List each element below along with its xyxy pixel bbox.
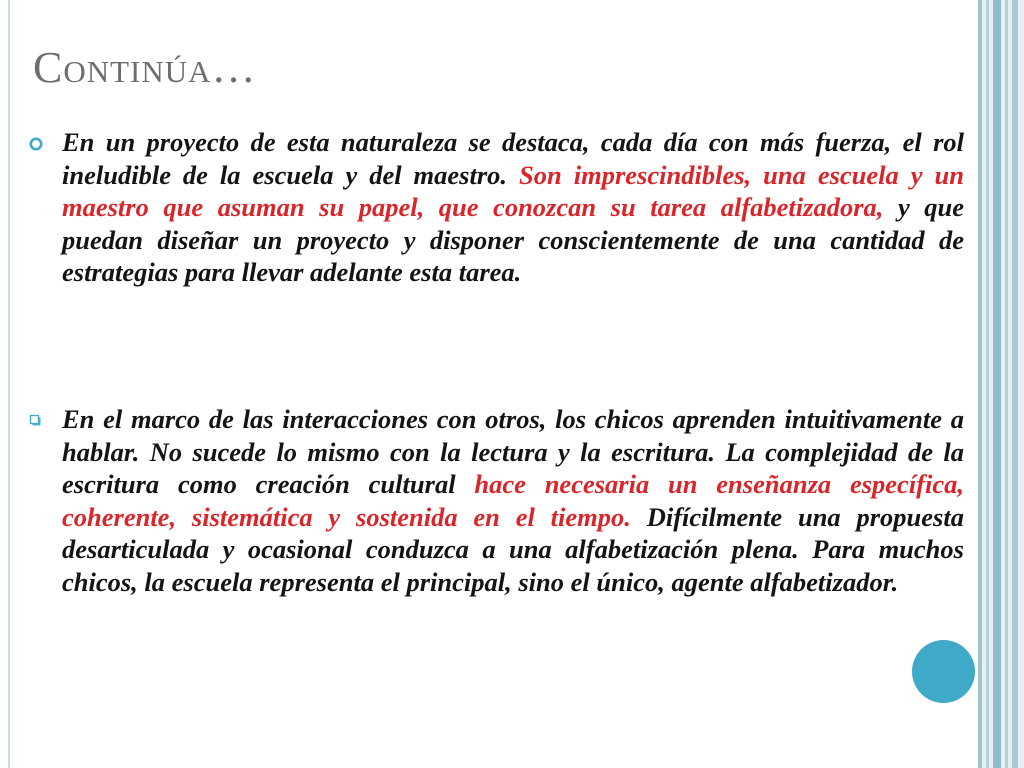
bullet-text-segment: En el marco de las interacciones con otros, los chicos aprenden intuitivamente a hablar. No sucede lo mismo con la lectura y la escritura. La complejidad de la escritura como creación cultural xyxy=(62,404,964,499)
left-border-line xyxy=(8,0,10,768)
bullet-text-segment: En un proyecto de esta naturaleza se destaca, cada día con más fuerza, el rol ineludible de la escuela y del maestro. xyxy=(62,127,964,190)
highlighted-text: hace necesaria un enseñanza específica, coherente, sistemática y sostenida en el tiempo. xyxy=(62,469,965,532)
bullet-text xyxy=(62,126,964,289)
decorative-stripe xyxy=(1012,0,1018,768)
bullet-text-segment: y que puedan diseñar un proyecto y disponer conscientemente de una cantidad de estrategias para llevar adelante esta tarea. xyxy=(62,192,964,287)
decorative-stripe xyxy=(1005,0,1008,768)
decorative-stripe xyxy=(986,0,989,768)
highlighted-text: Son imprescindibles, una escuela y un maestro que asuman su papel, que conozcan su tarea alfabetizadora, xyxy=(62,159,964,222)
decorative-stripe xyxy=(978,0,982,768)
decorative-circle xyxy=(912,640,975,703)
slide-title: Continúa… xyxy=(33,43,257,92)
bullet-item-1 xyxy=(28,126,964,289)
ring-bullet-icon xyxy=(28,136,44,157)
bullet-text xyxy=(62,403,964,598)
bullet-item-2 xyxy=(28,403,964,598)
square-bullet-icon xyxy=(28,413,44,434)
bullet-text-segment: Difícilmente una propuesta desarticulada y ocasional conduzca a una alfabetización plena. Para muchos chicos, la escuela representa el principal, sino el único, agente alfabetizador. xyxy=(62,501,964,597)
decorative-stripe xyxy=(993,0,1001,768)
